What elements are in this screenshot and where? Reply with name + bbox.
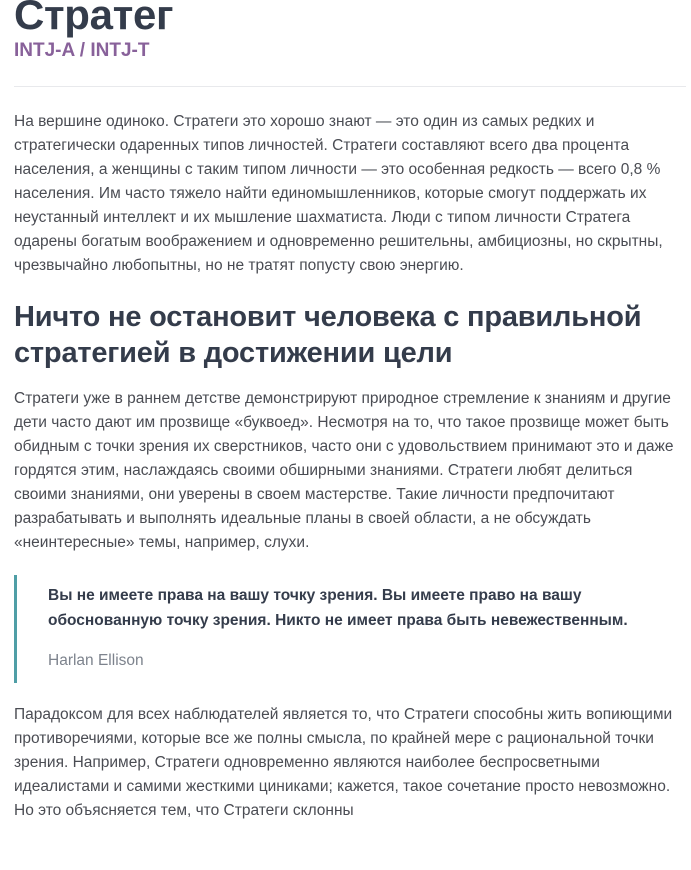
divider: [14, 86, 686, 87]
article: [14, 0, 686, 823]
section-paragraph: Стратеги уже в раннем детстве демонстрируют природное стремление к знаниям и другие дети часто дают им прозвище «буквоед». Несмотря на то, что такое прозвище может быть обидным с точки зрения их сверстников, часто они с удовольствием принимают это и даже гордятся этим, наслаждаясь своими обширными знаниями. Стратеги любят делиться своими знаниями, они уверены в своем мастерстве. Такие личности предпочитают разрабатывать и выполнять идеальные планы в своей области, а не обсуждать «неинтересные» темы, например, слухи.: [14, 390, 674, 551]
quote-text: Вы не имеете права на вашу точку зрения. Вы имеете право на вашу обоснованную точку зрения. Никто не имеет права быть невежественным.: [48, 587, 628, 629]
personality-type-code: INTJ-A / INTJ-T: [14, 40, 150, 61]
page-title: Стратег: [14, 0, 174, 38]
section-heading: Ничто не остановит человека с правильной стратегией в достижении цели: [14, 301, 642, 369]
intro-paragraph: На вершине одиноко. Стратеги это хорошо знают — это один из самых редких и стратегически одаренных типов личностей. Стратеги составляют всего два процента населения, а женщины с таким типом личности — это особенная редкость — всего 0,8 % населения. Им часто тяжело найти единомышленников, которые смогут поддержать их неустанный интеллект и их мышление шахматиста. Люди с типом личности Стратега одарены богатым воображением и одновременно решительны, амбициозны, но скрытны, чрезвычайно любопытны, но не тратят попусту свою энергию.: [14, 113, 663, 274]
quote-author: Harlan Ellison: [48, 652, 144, 669]
blockquote: [14, 575, 686, 683]
closing-paragraph: Парадоксом для всех наблюдателей является то, что Стратеги способны жить вопиющими противоречиями, которые все же полны смысла, по крайней мере с рациональной точки зрения. Например, Стратеги одновременно являются наиболее беспросветными идеалистами и самими жесткими циниками; кажется, такое сочетание просто невозможно. Но это объясняется тем, что Стратеги склонны: [14, 706, 673, 819]
